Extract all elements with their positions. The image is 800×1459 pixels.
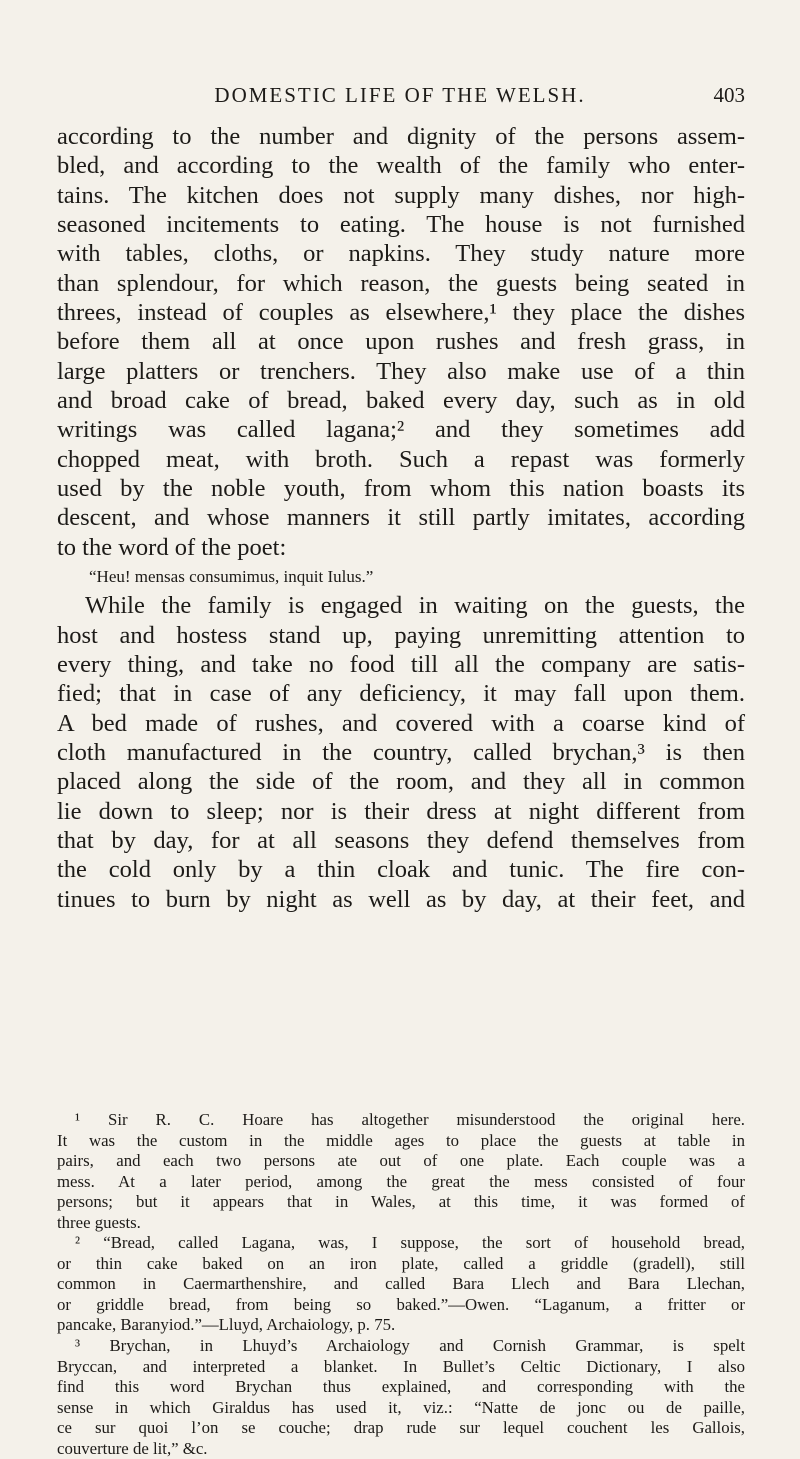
verse-quote: “Heu! mensas consumimus, inquit Iulus.” (89, 567, 374, 587)
text-line: placed along the side of the room, and they all in common (57, 768, 745, 796)
footnote-line: persons; but it appears that in Wales, at this time, it was formed of (57, 1192, 745, 1212)
text-line: A bed made of rushes, and covered with a coarse kind of (57, 709, 745, 737)
text-line: tinues to burn by night as well as by day, at their feet, and (57, 885, 745, 913)
page-number: 403 (713, 83, 745, 107)
text-line: fied; that in case of any deficiency, it may fall upon them. (57, 680, 745, 708)
footnote-line: Bryccan, and interpreted a blanket. In Bullet’s Celtic Dictionary, I also (57, 1356, 745, 1376)
footnote-line: ² “Bread, called Lagana, was, I suppose, the sort of household bread, (75, 1233, 745, 1253)
text-line: threes, instead of couples as elsewhere,¹ they place the dishes (57, 299, 745, 327)
text-line: before them all at once upon rushes and fresh grass, in (57, 328, 745, 356)
footnote-line: common in Caermarthenshire, and called Bara Llech and Bara Llechan, (57, 1274, 745, 1294)
text-line: tains. The kitchen does not supply many dishes, nor high- (57, 181, 745, 209)
text-line: seasoned incitements to eating. The house is not furnished (57, 211, 745, 239)
footnote-line: three guests. (57, 1212, 141, 1232)
footnote-line: mess. At a later period, among the great the mess consisted of four (57, 1171, 745, 1191)
footnote-line: pairs, and each two persons ate out of one plate. Each couple was a (57, 1151, 745, 1171)
footnote-line: or thin cake baked on an iron plate, called a griddle (gradell), still (57, 1253, 745, 1273)
text-line: according to the number and dignity of the persons assem- (57, 123, 745, 150)
footnote-line: couverture de lit,” &c. (57, 1438, 208, 1458)
text-line: large platters or trenchers. They also make use of a thin (57, 357, 745, 385)
running-head (55, 83, 745, 123)
text-line: every thing, and take no food till all the company are satis- (57, 650, 745, 678)
footnote-line: ce sur quoi l’on se couche; drap rude sur lequel couchent les Gallois, (57, 1418, 745, 1438)
running-title: DOMESTIC LIFE OF THE WELSH. (214, 83, 586, 107)
text-line: and broad cake of bread, baked every day, such as in old (57, 387, 745, 415)
body-text (57, 122, 745, 914)
text-line: the cold only by a thin cloak and tunic. The fire con- (57, 856, 745, 884)
text-line: lie down to sleep; nor is their dress at night different from (57, 797, 745, 825)
footnote-line: ¹ Sir R. C. Hoare has altogether misunderstood the original here. (75, 1110, 745, 1129)
text-line: writings was called lagana;² and they sometimes add (57, 416, 745, 444)
text-line: bled, and according to the wealth of the family who enter- (57, 152, 745, 180)
text-line: descent, and whose manners it still partly imitates, according (57, 504, 745, 532)
footnote-line: ³ Brychan, in Lhuyd’s Archaiology and Cornish Grammar, is spelt (75, 1336, 745, 1356)
text-line: used by the noble youth, from whom this nation boasts its (57, 475, 745, 503)
text-line: than splendour, for which reason, the guests being seated in (57, 269, 745, 297)
text-line: While the family is engaged in waiting on the guests, the (85, 592, 745, 620)
footnote-line: pancake, Baranyiod.”—Lluyd, Archaiology, p. 75. (57, 1315, 396, 1335)
text-line: chopped meat, with broth. Such a repast was formerly (57, 445, 745, 473)
text-line: to the word of the poet: (57, 533, 287, 561)
text-line: that by day, for at all seasons they defend themselves from (57, 826, 745, 854)
text-line: host and hostess stand up, paying unremitting attention to (57, 621, 745, 649)
footnote-line: It was the custom in the middle ages to place the guests at table in (57, 1130, 745, 1150)
footnote-line: or griddle bread, from being so baked.”—Owen. “Laganum, a fritter or (57, 1294, 745, 1314)
text-line: cloth manufactured in the country, called brychan,³ is then (57, 738, 745, 766)
footnote-line: find this word Brychan thus explained, and corresponding with the (57, 1377, 745, 1397)
footnotes (57, 1110, 745, 1459)
text-line: with tables, cloths, or napkins. They study nature more (57, 240, 745, 268)
footnote-line: sense in which Giraldus has used it, viz.: “Natte de jonc ou de paille, (57, 1397, 745, 1417)
